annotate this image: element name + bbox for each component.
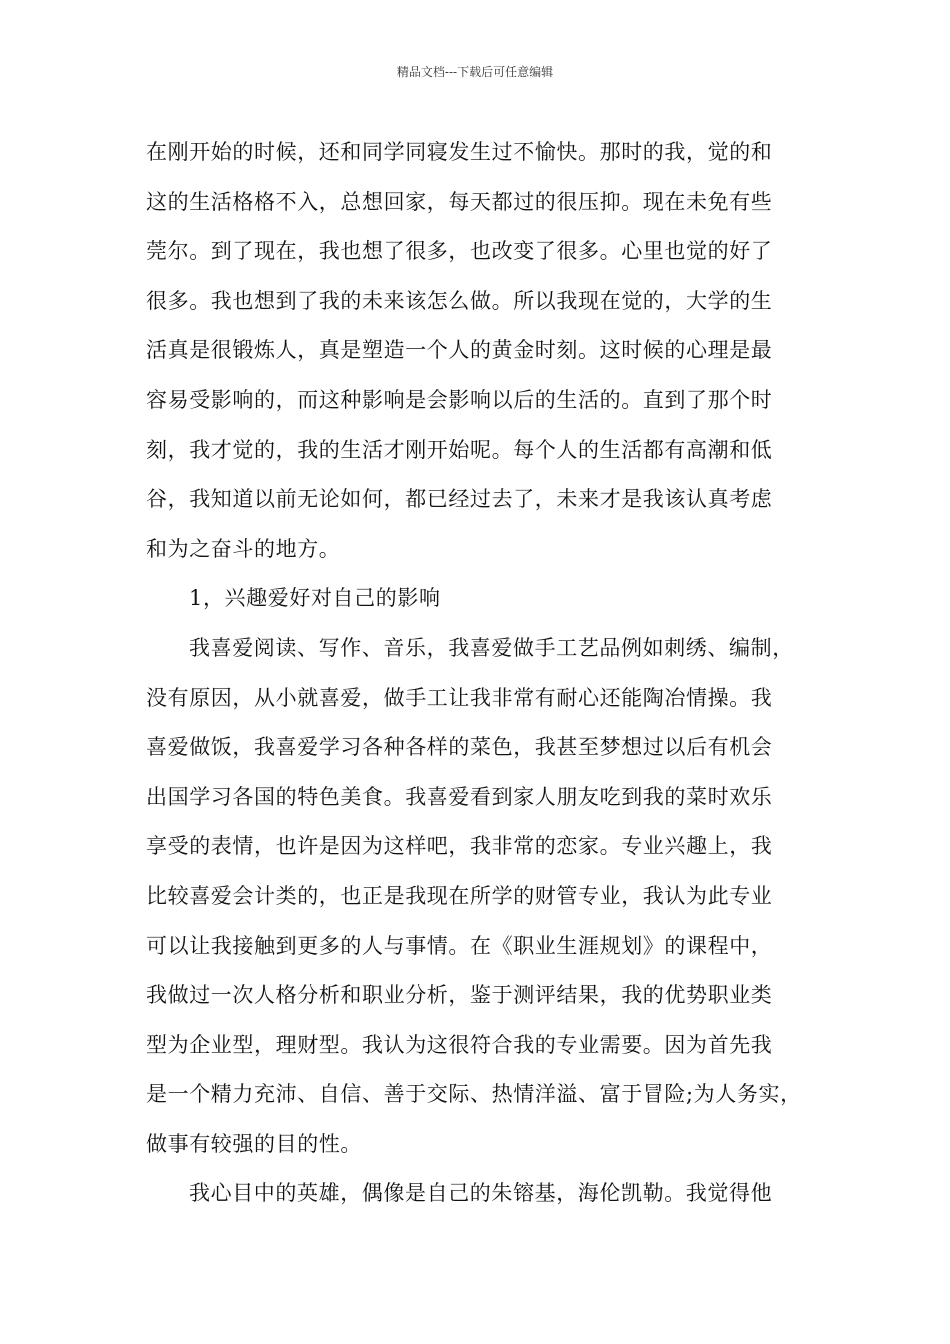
text-line: 我喜爱阅读、写作、音乐，我喜爱做手工艺品例如刺绣、编制， <box>189 635 794 660</box>
text-line: 我做过一次人格分析和职业分析，鉴于测评结果，我的优势职业类 <box>146 983 773 1008</box>
text-line: 很多。我也想到了我的未来该怎么做。所以我现在觉的，大学的生 <box>146 288 773 313</box>
text-line: 出国学习各国的特色美食。我喜爱看到家人朋友吃到我的菜时欢乐 <box>146 784 773 809</box>
text-line: 这的生活格格不入，总想回家，每天都过的很压抑。现在未免有些 <box>146 189 773 214</box>
text-line: 没有原因，从小就喜爱，做手工让我非常有耐心还能陶冶情操。我 <box>146 685 773 710</box>
text-line: 做事有较强的目的性。 <box>146 1131 362 1156</box>
text-line: 享受的表情，也许是因为这样吧，我非常的恋家。专业兴趣上，我 <box>146 834 773 859</box>
text-line: 比较喜爱会计类的，也正是我现在所学的财管专业，我认为此专业 <box>146 883 773 908</box>
text-line: 莞尔。到了现在，我也想了很多，也改变了很多。心里也觉的好了 <box>146 239 773 264</box>
text-line: 可以让我接触到更多的人与事情。在《职业生涯规划》的课程中， <box>146 933 773 958</box>
text-line: 刻，我才觉的，我的生活才刚开始呢。每个人的生活都有高潮和低 <box>146 437 773 462</box>
text-line: 喜爱做饭，我喜爱学习各种各样的菜色，我甚至梦想过以后有机会 <box>146 735 773 760</box>
text-line: 型为企业型，理财型。我认为这很符合我的专业需要。因为首先我 <box>146 1032 773 1057</box>
text-line: 谷，我知道以前无论如何，都已经过去了，未来才是我该认真考虑 <box>146 487 773 512</box>
text-line: 和为之奋斗的地方。 <box>146 536 341 561</box>
text-line: 活真是很锻炼人，真是塑造一个人的黄金时刻。这时候的心理是最 <box>146 338 773 363</box>
text-line: 在刚开始的时候，还和同学同寝发生过不愉快。那时的我，觉的和 <box>146 140 773 164</box>
text-line: 我心目中的英雄，偶像是自己的朱镕基，海伦凯勒。我觉得他 <box>189 1181 773 1206</box>
document-body <box>146 128 810 1219</box>
page-header: 精品文档---下载后可任意编辑 <box>396 65 554 79</box>
text-line: 容易受影响的，而这种影响是会影响以后的生活的。直到了那个时 <box>146 387 773 412</box>
text-line: 是一个精力充沛、自信、善于交际、热情洋溢、富于冒险;为人务实， <box>146 1082 802 1107</box>
section-heading: 1，兴趣爱好对自己的影响 <box>189 586 441 611</box>
